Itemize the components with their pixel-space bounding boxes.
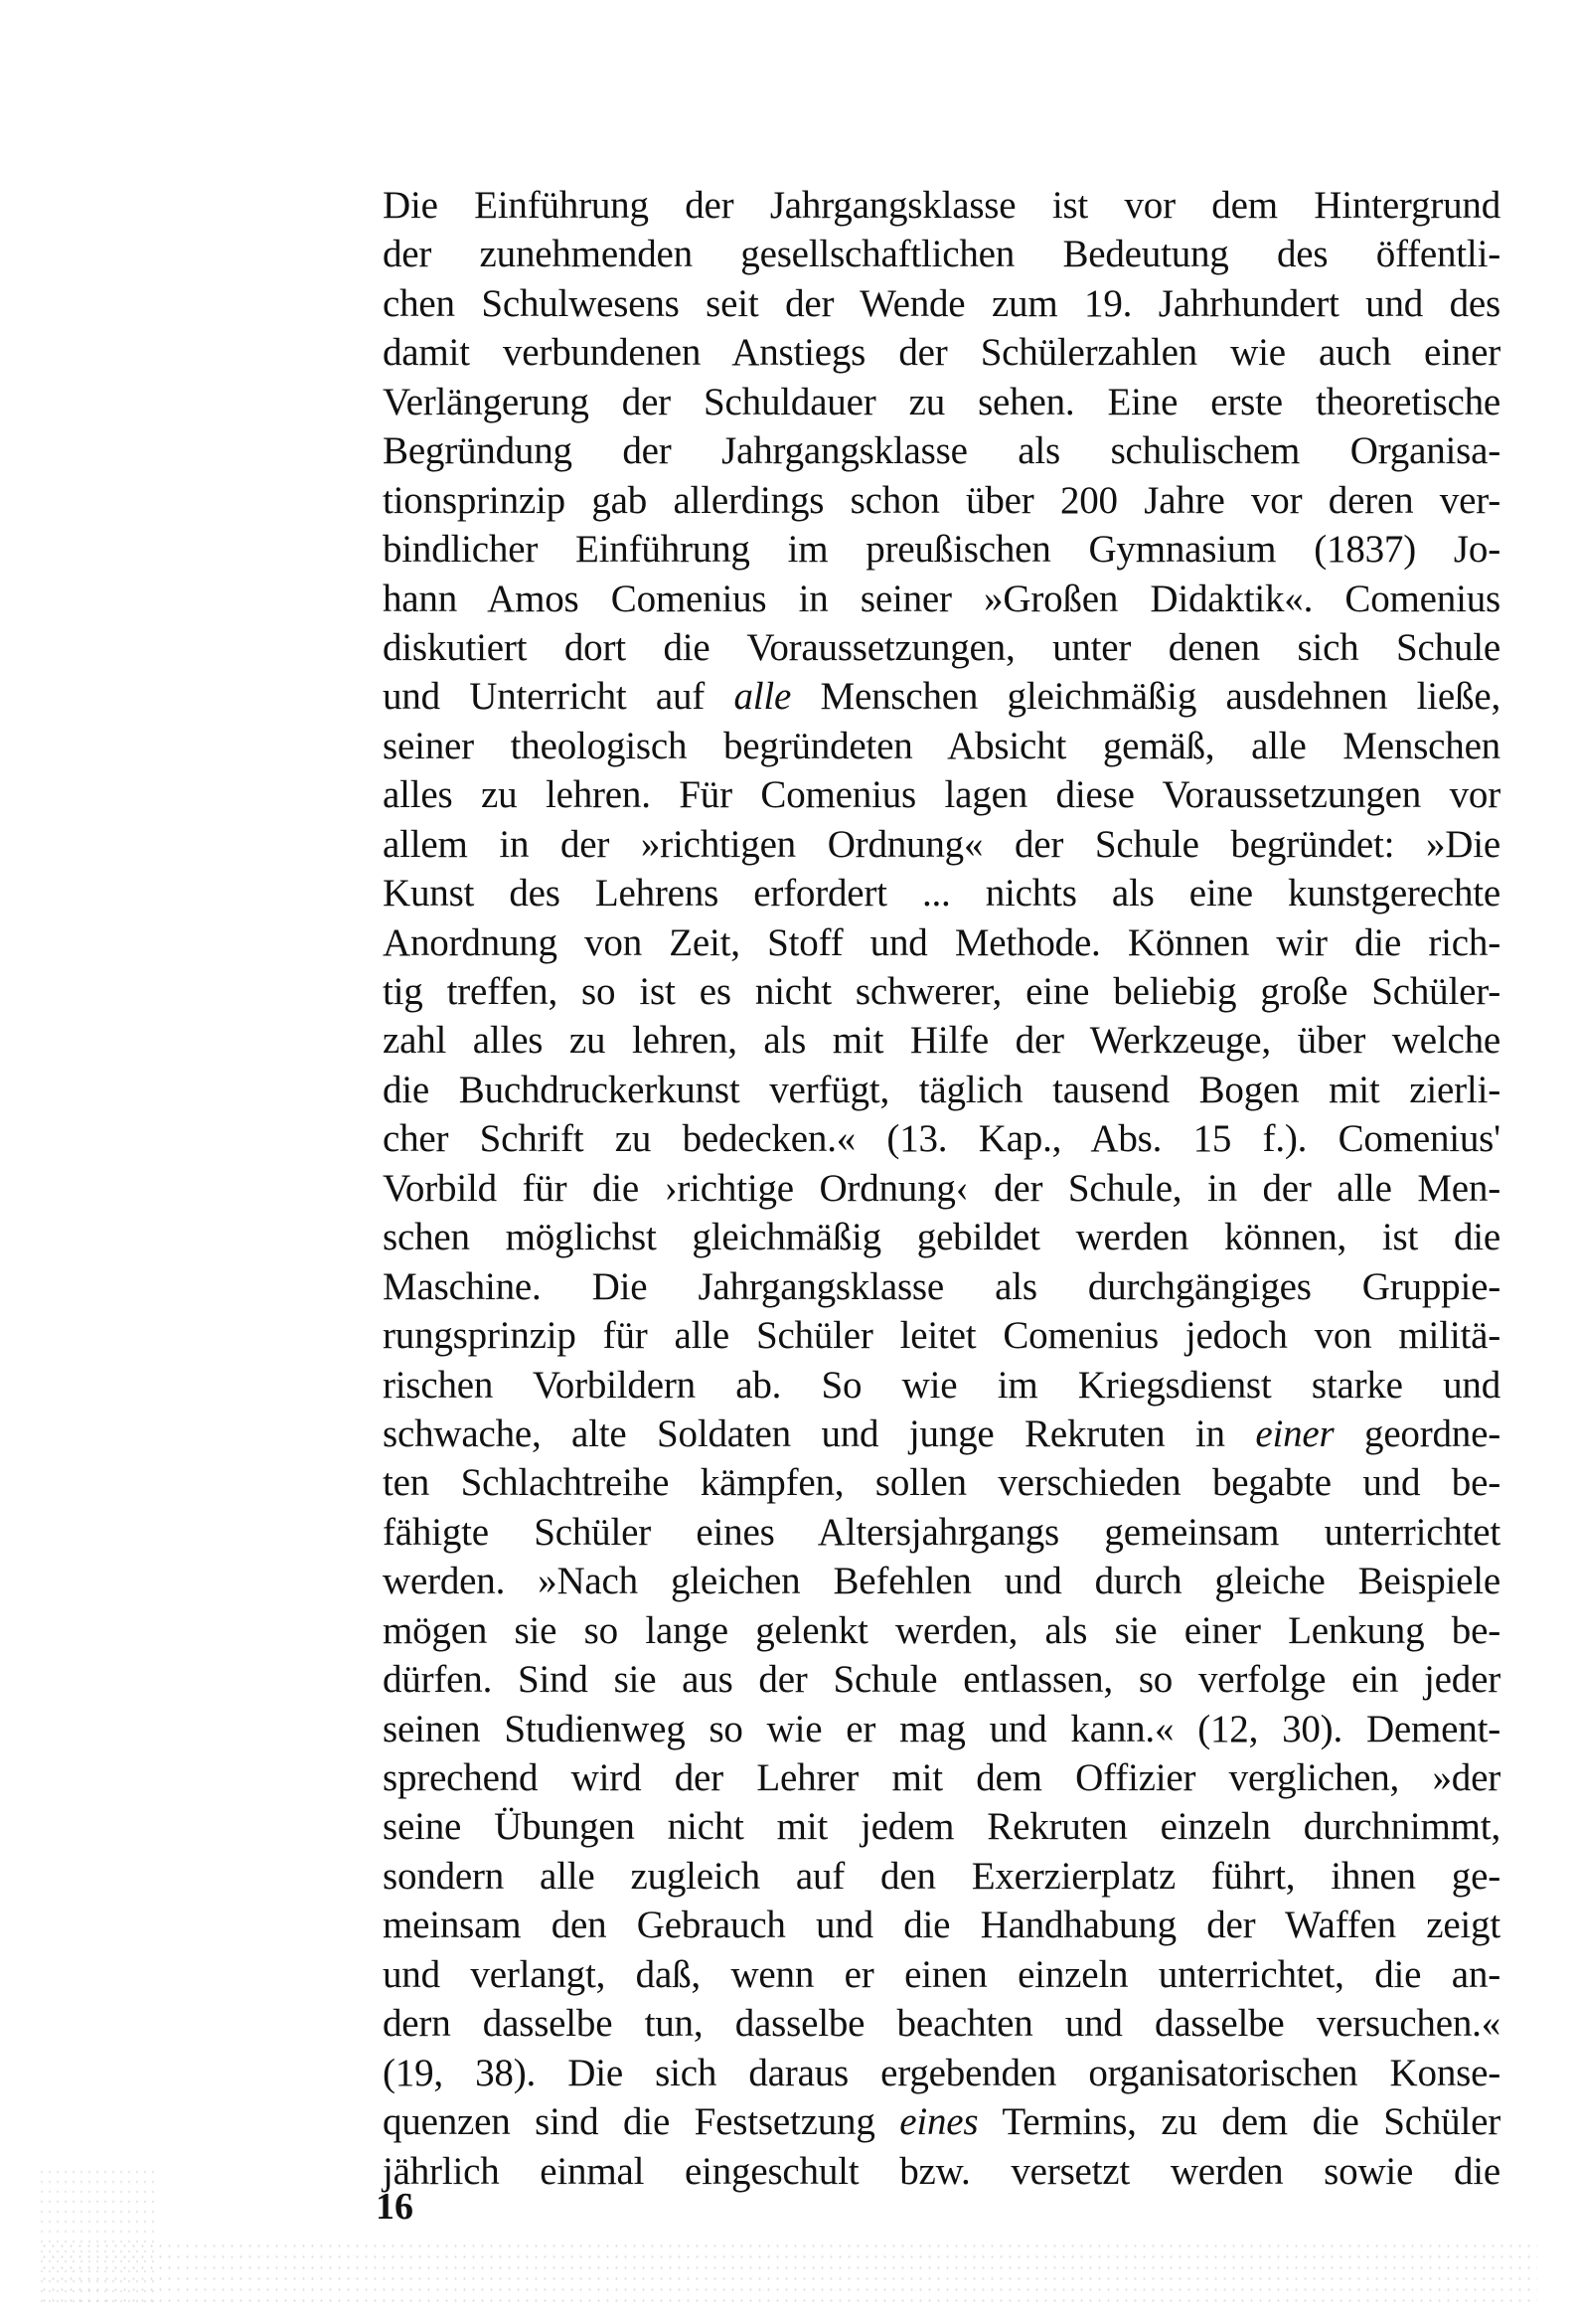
text-line: diskutiert dort die Voraussetzungen, unter denen sich Schule [383,625,1500,669]
text-line: dürfen. Sind sie aus der Schule entlassen, so verfolge ein jeder [383,1658,1500,1702]
text-line: damit verbundenen Anstiegs der Schülerzahlen wie auch einer [383,331,1500,375]
text-line: seinen Studienweg so wie er mag und kann.« (12, 30). Dement- [383,1707,1500,1750]
text-line: schwache, alte Soldaten und junge Rekruten in einer geordne- [383,1411,1501,1455]
text-line: seine Übungen nicht mit jedem Rekruten einzeln durchnimmt, [383,1805,1500,1849]
text-line: chen Schulwesens seit der Wende zum 19. Jahrhundert und des [383,281,1500,325]
text-line: mögen sie so lange gelenkt werden, als sie einer Lenkung be- [383,1608,1500,1652]
text-line: Begründung der Jahrgangsklasse als schulischem Organisa- [383,429,1500,473]
text-line: und verlangt, daß, wenn er einen einzeln unterrichtet, die an- [383,1952,1500,1996]
text-line: Vorbild für die ›richtige Ordnung‹ der Schule, in der alle Men- [383,1166,1500,1210]
text-line: und Unterricht auf alle Menschen gleichmäßig ausdehnen ließe, [383,675,1500,719]
text-line: ten Schlachtreihe kämpfen, sollen verschieden begabte und be- [383,1461,1500,1505]
text-line: allem in der »richtigen Ordnung« der Schule begründet: »Die [383,822,1500,866]
page-number: 16 [376,2186,413,2228]
text-line: seiner theologisch begründeten Absicht gemäß, alle Menschen [383,724,1500,767]
scan-noise [40,2241,1537,2310]
text-line: rischen Vorbildern ab. So wie im Kriegsdienst starke und [383,1363,1500,1407]
text-line: hann Amos Comenius in seiner »Großen Didaktik«. Comenius [383,577,1500,620]
text-line: Maschine. Die Jahrgangsklasse als durchgängiges Gruppie- [383,1264,1500,1308]
text-line: meinsam den Gebrauch und die Handhabung der Waffen zeigt [383,1904,1500,1947]
text-line: der zunehmenden gesellschaftlichen Bedeutung des öffentli- [383,233,1500,276]
text-line: alles zu lehren. Für Comenius lagen diese Voraussetzungen vor [383,773,1500,817]
text-line: fähigte Schüler eines Altersjahrgangs gemeinsam unterrichtet [383,1510,1500,1554]
text-line: jährlich einmal eingeschult bzw. versetzt werden sowie die [383,2149,1500,2193]
text-line: werden. »Nach gleichen Befehlen und durch gleiche Beispiele [383,1560,1500,1603]
text-line: cher Schrift zu bedecken.« (13. Kap., Abs. 15 f.). Comenius' [383,1117,1500,1161]
text-line: Die Einführung der Jahrgangsklasse ist vor dem Hintergrund [383,184,1500,227]
text-line: quenzen sind die Festsetzung eines Termins, zu dem die Schüler [383,2100,1500,2144]
text-line: sondern alle zugleich auf den Exerzierplatz führt, ihnen ge- [383,1854,1500,1898]
text-line: zahl alles zu lehren, als mit Hilfe der Werkzeuge, über welche [383,1019,1500,1063]
text-line: schen möglichst gleichmäßig gebildet werden können, ist die [383,1216,1500,1259]
text-line: Kunst des Lehrens erfordert ... nichts als eine kunstgerechte [383,872,1500,915]
text-line: die Buchdruckerkunst verfügt, täglich tausend Bogen mit zierli- [383,1068,1500,1111]
text-line: Verlängerung der Schuldauer zu sehen. Eine erste theoretische [383,380,1500,423]
text-line: tionsprinzip gab allerdings schon über 200 Jahre vor deren ver- [383,478,1500,522]
scan-noise-left [38,2167,157,2306]
body-text [383,181,1500,2196]
text-line: dern dasselbe tun, dasselbe beachten und dasselbe versuchen.« [383,2002,1500,2046]
text-line: tig treffen, so ist es nicht schwerer, eine beliebig große Schüler- [383,970,1500,1013]
text-line: sprechend wird der Lehrer mit dem Offizier verglichen, »der [383,1756,1500,1799]
text-line: Anordnung von Zeit, Stoff und Methode. Können wir die rich- [383,920,1500,964]
text-line: rungsprinzip für alle Schüler leitet Comenius jedoch von militä- [383,1314,1500,1358]
text-line: bindlicher Einführung im preußischen Gymnasium (1837) Jo- [383,528,1500,572]
text-line: (19, 38). Die sich daraus ergebenden organisatorischen Konse- [383,2051,1500,2094]
